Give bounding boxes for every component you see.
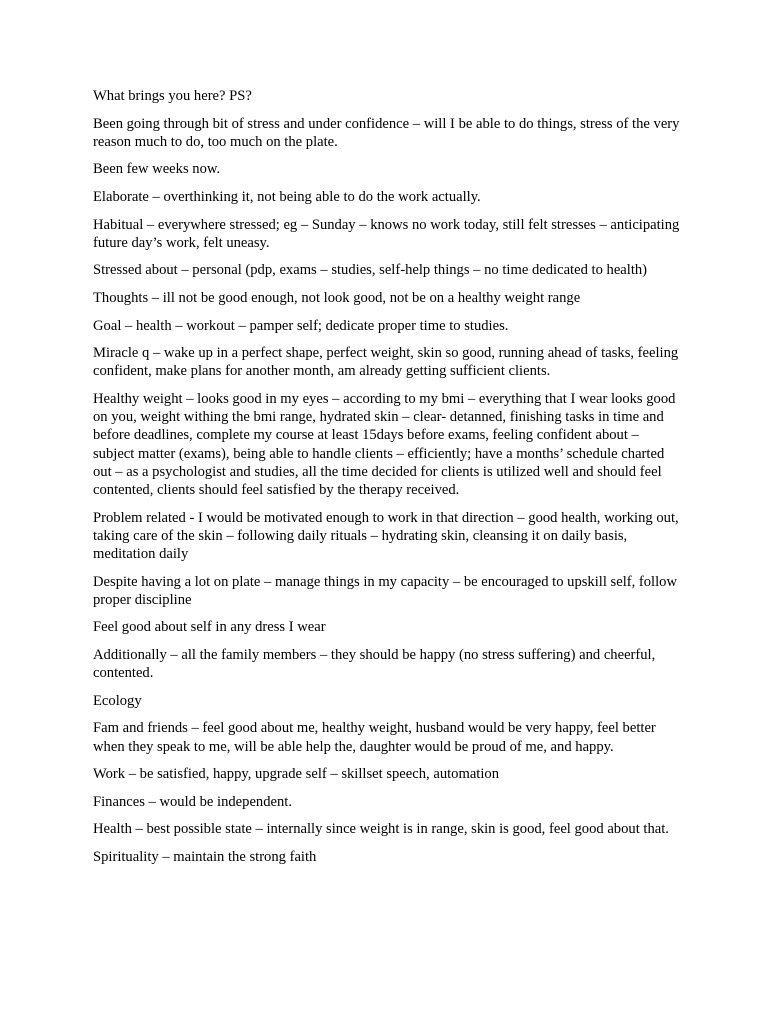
paragraph-work: Work – be satisfied, happy, upgrade self – skillset speech, automation <box>93 766 499 783</box>
paragraph-stress: Been going through bit of stress and under confidence – will I be able to do things, stress of the very reason much to do, too much on the plate. <box>93 115 680 150</box>
paragraph-finances: Finances – would be independent. <box>93 793 292 810</box>
paragraph-thoughts: Thoughts – ill not be good enough, not look good, not be on a healthy weight range <box>93 289 581 306</box>
paragraph-additionally: Additionally – all the family members – they should be happy (no stress suffering) and cheerful, contented. <box>93 646 656 682</box>
paragraph-despite: Despite having a lot on plate – manage things in my capacity – be encouraged to upskill self, follow proper discipline <box>93 573 678 608</box>
document-body <box>93 87 683 876</box>
paragraph-goal: Goal – health – workout – pamper self; dedicate proper time to studies. <box>93 317 509 334</box>
paragraph-habitual: Habitual – everywhere stressed; eg – Sunday – knows no work today, still felt stresses – anticipating future day’s work, felt uneasy. <box>93 216 680 251</box>
paragraph-fam-friends: Fam and friends – feel good about me, healthy weight, husband would be very happy, feel better when they speak to me, will be able help the, daughter would be proud of me, and happy. <box>93 720 656 755</box>
paragraph-problem-related: Problem related - I would be motivated enough to work in that direction – good health, working out, taking care of the skin – following daily rituals – hydrating skin, cleansing it on daily basis, meditation daily <box>93 509 679 562</box>
paragraph-feel-good: Feel good about self in any dress I wear <box>93 619 326 636</box>
paragraph-ecology-heading: Ecology <box>93 692 142 709</box>
paragraph-miracle-question: Miracle q – wake up in a perfect shape, perfect weight, skin so good, running ahead of tasks, feeling confident, make plans for another month, am already getting sufficient clients. <box>93 345 679 380</box>
paragraph-healthy-weight: Healthy weight – looks good in my eyes – according to my bmi – everything that I wear looks good on you, weight withing the bmi range, hydrated skin – clear- detanned, finishing tasks in time and before deadlines, complete my course at least 15days before exams, feeling confident about – subject matter (exams), being able to handle clients – efficiently; have a months’ schedule charted out – as a psychologist and studies, all the time decided for clients is utilized well and should feel contented, clients should feel satisfied by the therapy received. <box>93 390 676 498</box>
paragraph-stressed-about: Stressed about – personal (pdp, exams – studies, self-help things – no time dedicated to health) <box>93 262 648 279</box>
paragraph-question: What brings you here? PS? <box>93 88 252 104</box>
paragraph-duration: Been few weeks now. <box>93 161 221 178</box>
paragraph-health: Health – best possible state – internally since weight is in range, skin is good, feel good about that. <box>93 821 669 838</box>
paragraph-elaborate: Elaborate – overthinking it, not being able to do the work actually. <box>93 188 481 205</box>
paragraph-spirituality: Spirituality – maintain the strong faith <box>93 848 317 865</box>
